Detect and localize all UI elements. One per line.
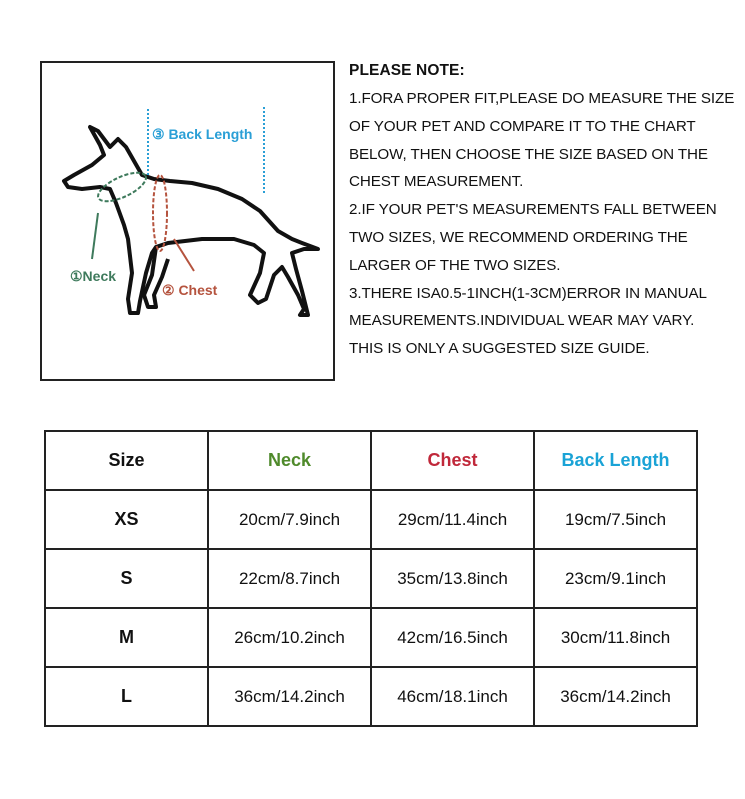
back-length-cell: 23cm/9.1inch	[534, 549, 697, 608]
note-line: BELOW, THEN CHOOSE THE SIZE BASED ON THE	[349, 145, 708, 163]
header-chest: Chest	[371, 431, 534, 490]
size-cell: L	[45, 667, 208, 726]
back-length-label: ③ Back Length	[152, 126, 253, 142]
size-cell: M	[45, 608, 208, 667]
chest-cell: 35cm/13.8inch	[371, 549, 534, 608]
note-line: LARGER OF THE TWO SIZES.	[349, 256, 561, 274]
neck-pointer-line	[92, 213, 98, 259]
size-cell: XS	[45, 490, 208, 549]
note-line: 1.FORA PROPER FIT,PLEASE DO MEASURE THE SIZE	[349, 90, 735, 107]
header-neck: Neck	[208, 431, 371, 490]
header-back-length: Back Length	[534, 431, 697, 490]
size-cell: S	[45, 549, 208, 608]
back-length-cell: 36cm/14.2inch	[534, 667, 697, 726]
note-line: MEASUREMENTS.INDIVIDUAL WEAR MAY VARY.	[349, 312, 695, 330]
note-section	[349, 59, 735, 363]
neck-cell: 20cm/7.9inch	[208, 490, 371, 549]
table-row	[45, 608, 697, 667]
header-size: Size	[45, 431, 208, 490]
table-row	[45, 667, 697, 726]
note-line: OF YOUR PET AND COMPARE IT TO THE CHART	[349, 117, 696, 135]
neck-cell: 22cm/8.7inch	[208, 549, 371, 608]
note-line: TWO SIZES, WE RECOMMEND ORDERING THE	[349, 228, 688, 246]
chest-cell: 42cm/16.5inch	[371, 608, 534, 667]
chest-pointer-line	[174, 239, 194, 271]
chest-cell: 46cm/18.1inch	[371, 667, 534, 726]
size-table	[44, 430, 698, 727]
chest-measure-loop	[153, 175, 167, 251]
neck-cell: 36cm/14.2inch	[208, 667, 371, 726]
note-line: 2.IF YOUR PET'S MEASUREMENTS FALL BETWEEN	[349, 201, 717, 219]
neck-label: ①Neck	[70, 268, 117, 284]
table-row	[45, 549, 697, 608]
table-row	[45, 490, 697, 549]
table-header-row	[45, 431, 697, 490]
note-title: PLEASE NOTE:	[349, 62, 465, 79]
back-length-cell: 30cm/11.8inch	[534, 608, 697, 667]
dog-front-leg	[144, 247, 168, 307]
chest-label: ② Chest	[162, 282, 218, 298]
chest-cell: 29cm/11.4inch	[371, 490, 534, 549]
neck-cell: 26cm/10.2inch	[208, 608, 371, 667]
note-line: THIS IS ONLY A SUGGESTED SIZE GUIDE.	[349, 340, 650, 358]
dog-measurement-diagram	[40, 61, 335, 381]
note-line: 3.THERE ISA0.5-1INCH(1-3CM)ERROR IN MANUAL	[349, 284, 707, 302]
dog-illustration	[42, 63, 333, 379]
back-length-cell: 19cm/7.5inch	[534, 490, 697, 549]
note-line: CHEST MEASUREMENT.	[349, 173, 524, 191]
